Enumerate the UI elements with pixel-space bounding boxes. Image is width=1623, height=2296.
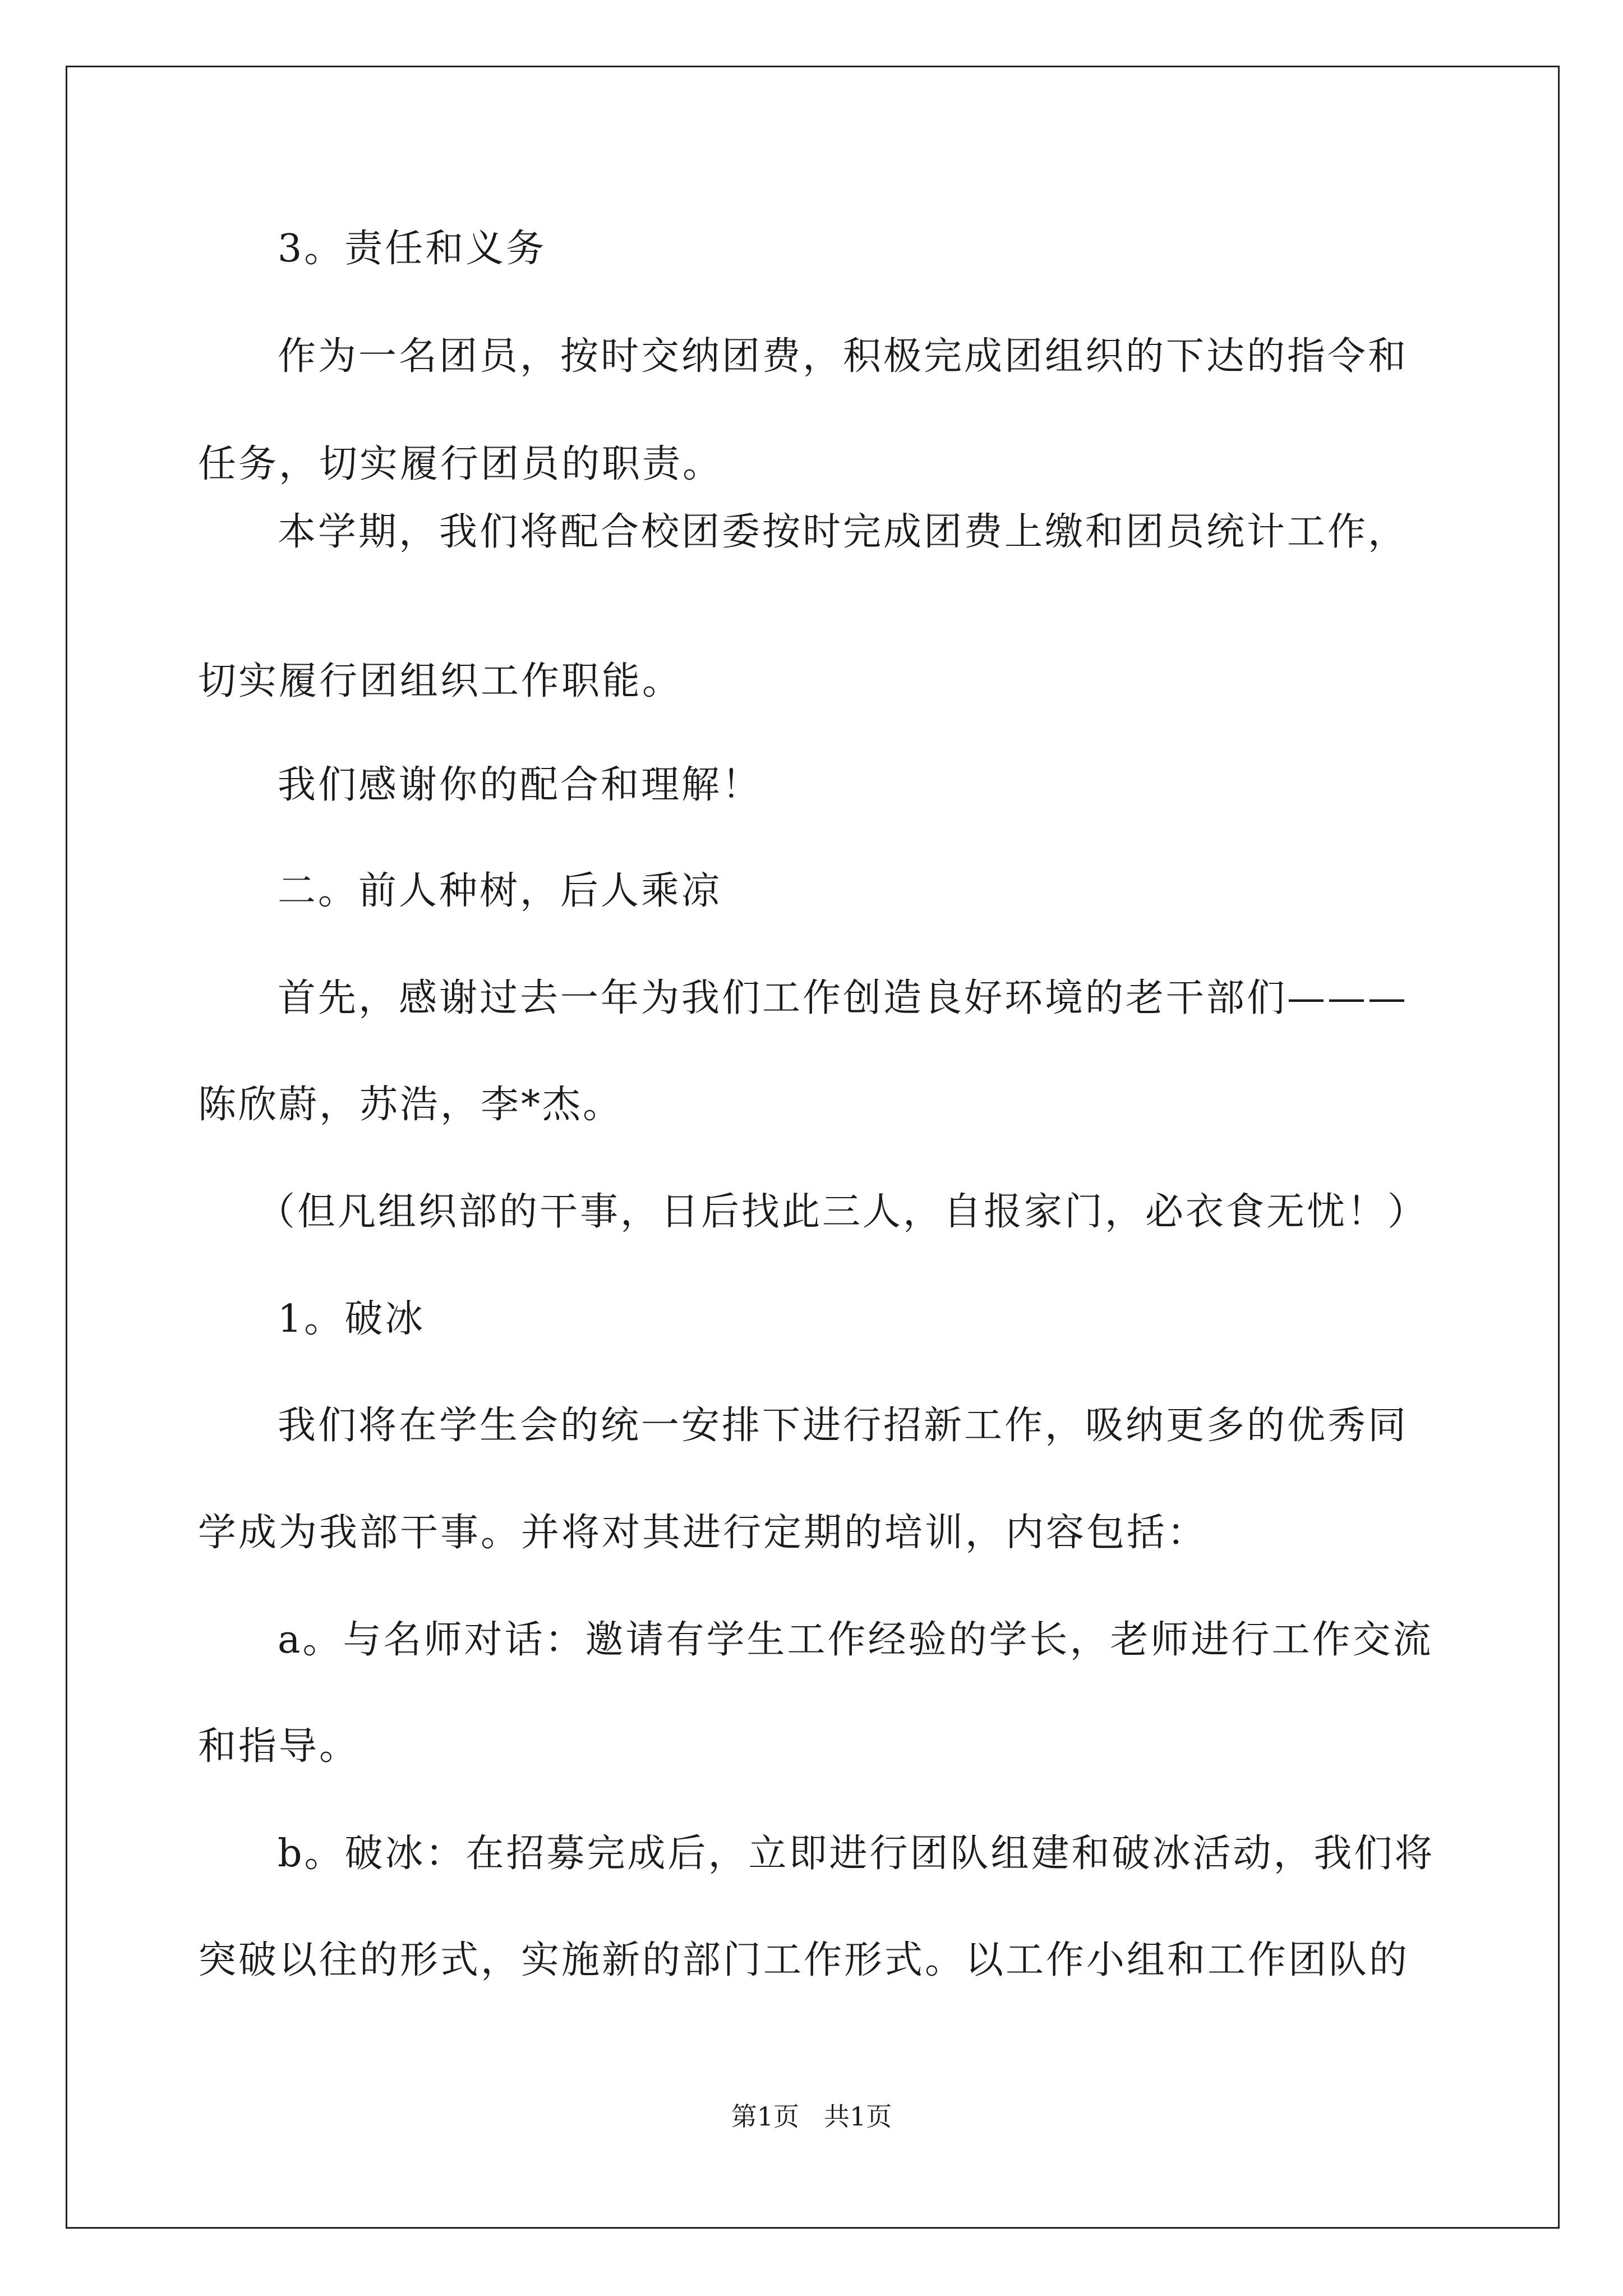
page-number: 第1页 (731, 2101, 800, 2132)
page-footer (0, 2101, 1623, 2132)
footer-spacer (799, 2101, 824, 2132)
paragraph-line: 学成为我部干事。并将对其进行定期的培训，内容包括： (198, 1511, 1208, 1555)
paragraph-line: 任务，切实履行团员的职责。 (198, 442, 723, 486)
paragraph-line: 本学期，我们将配合校团委按时完成团费上缴和团员统计工作， (278, 510, 1409, 554)
paragraph-line: 和指导。 (198, 1724, 360, 1769)
paragraph-line: 首先，感谢过去一年为我们工作创造良好环境的老干部们——— (278, 976, 1409, 1020)
heading-icebreak: 1。破冰 (278, 1297, 426, 1341)
page-border (66, 66, 1560, 2229)
paragraph-line: 切实履行团组织工作职能。 (198, 659, 683, 703)
heading-predecessors: 二。前人种树，后人乘凉 (278, 869, 722, 913)
paragraph-line: 我们将在学生会的统一安排下进行招新工作，吸纳更多的优秀同 (278, 1404, 1409, 1448)
paragraph-line: a。与名师对话：邀请有学生工作经验的学长，老师进行工作交流 (278, 1618, 1433, 1662)
heading-responsibilities: 3。责任和义务 (278, 227, 547, 271)
page-total: 共1页 (823, 2101, 892, 2132)
paragraph-line: 突破以往的形式，实施新的部门工作形式。以工作小组和工作团队的 (198, 1938, 1410, 1982)
paragraph-line: 作为一名团员，按时交纳团费，积极完成团组织的下达的指令和 (278, 334, 1409, 379)
paragraph-line: 陈欣蔚，苏浩，李*杰。 (198, 1083, 624, 1127)
paragraph-line: b。破冰：在招募完成后，立即进行团队组建和破冰活动，我们将 (278, 1832, 1435, 1876)
paragraph-line: 我们感谢你的配合和理解！ (278, 763, 763, 807)
paragraph-line: （但凡组织部的干事，日后找此三人，自报家门，必衣食无忧！） (257, 1190, 1428, 1234)
